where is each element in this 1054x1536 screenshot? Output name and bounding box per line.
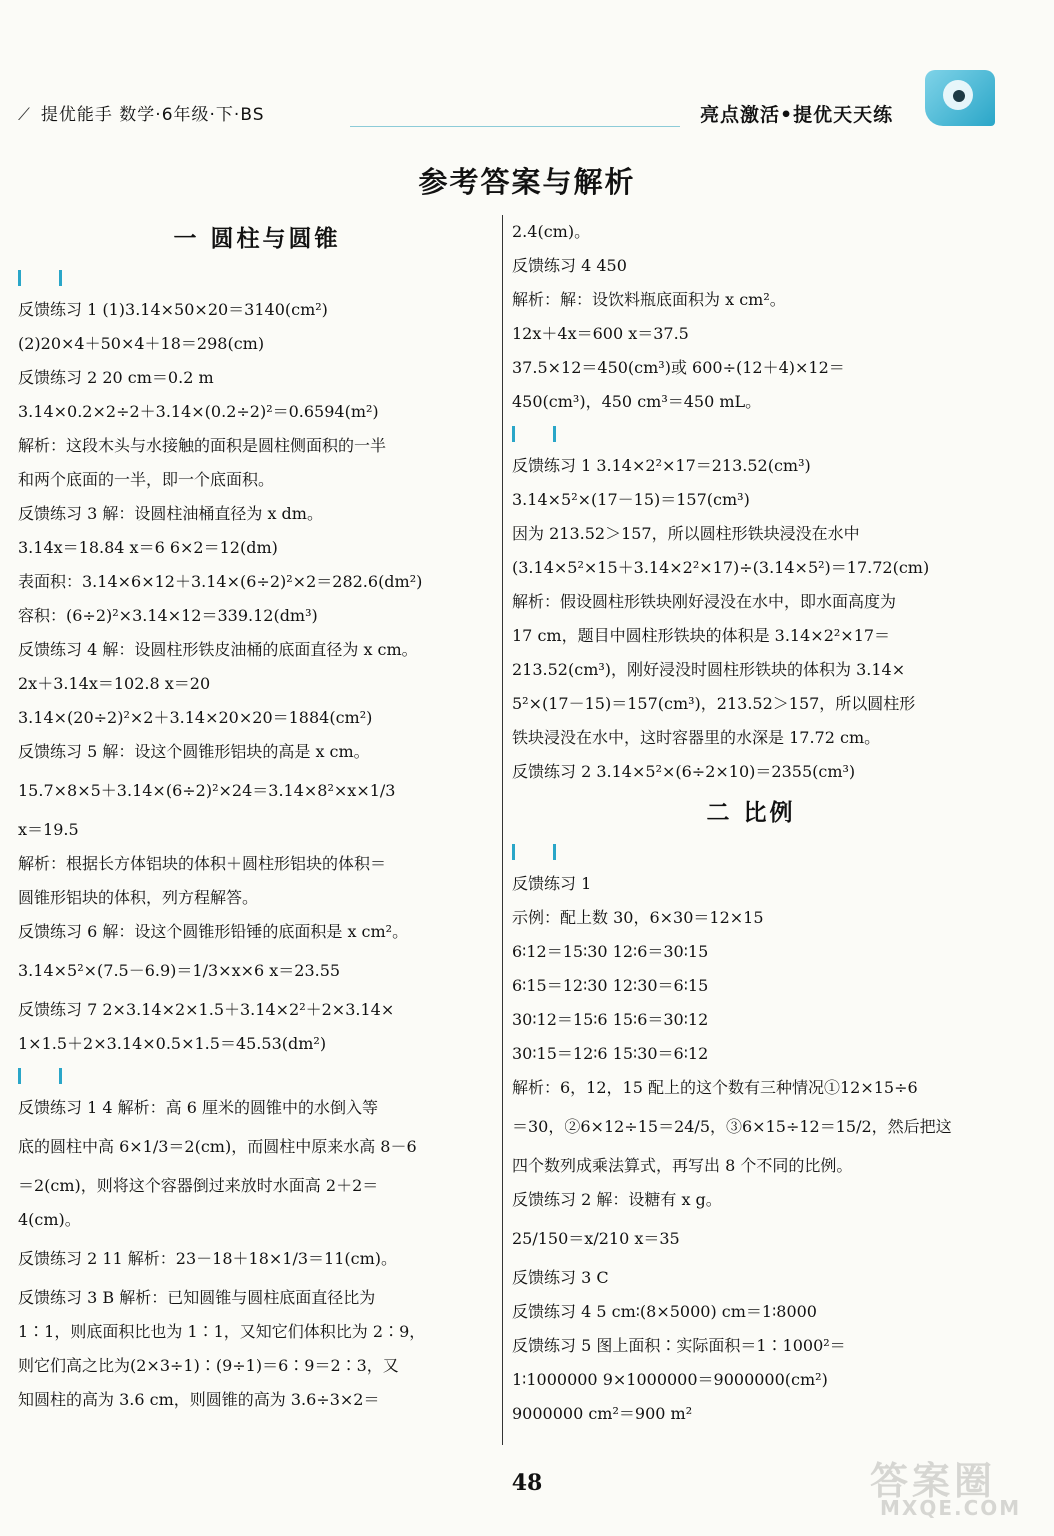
answer-line: 1∶1000000 9×1000000＝9000000(cm²) <box>512 1370 828 1389</box>
answer-line: 解析：假设圆柱形铁块刚好浸没在水中，即水面高度为 <box>512 592 897 611</box>
answer-line: ＝30，②6×12÷15＝24/5，③6×15÷12＝15/2，然后把这 <box>512 1117 952 1136</box>
answer-line: 450(cm³)，450 cm³＝450 mL。 <box>512 392 762 411</box>
answer-line: 17 cm，题目中圆柱形铁块的体积是 3.14×2²×17＝ <box>512 626 891 645</box>
answer-line: 解析：根据长方体铝块的体积＋圆柱形铝块的体积＝ <box>18 854 387 873</box>
answer-line: 铁块浸没在水中，这时容器里的水深是 17.72 cm。 <box>512 728 881 747</box>
section-tag <box>512 837 990 867</box>
header-rule <box>350 126 680 127</box>
left-column <box>18 215 496 1417</box>
answer-line: 解析：6，12，15 配上的这个数有三种情况①12×15÷6 <box>512 1078 918 1097</box>
book-title: ⟋ 提优能手 数学·6年级·下·BS <box>18 105 265 125</box>
answer-line: 213.52(cm³)，刚好浸没时圆柱形铁块的体积为 3.14× <box>512 660 906 679</box>
answer-line: 3.14x＝18.84 x＝6 6×2＝12(dm) <box>18 538 278 557</box>
watermark-logo: 答案圈 MXQE.COM <box>870 1459 1022 1520</box>
answer-line: 5²×(17－15)＝157(cm³)，213.52＞157，所以圆柱形 <box>512 694 916 713</box>
section-title-cylinder-cone: 一 圆柱与圆锥 <box>173 226 341 252</box>
answer-line: 12x＋4x＝600 x＝37.5 <box>512 324 689 343</box>
section-tag <box>512 419 990 449</box>
answer-line: 圆锥形铝块的体积，列方程解答。 <box>18 888 259 907</box>
answer-line: 因为 213.52＞157，所以圆柱形铁块浸没在水中 <box>512 524 860 543</box>
answer-line: 反馈练习 2 解：设糖有 x g。 <box>512 1190 722 1209</box>
answer-line: 反馈练习 3 解：设圆柱油桶直径为 x dm。 <box>18 504 323 523</box>
answer-line: ＝2(cm)，则将这个容器倒过来放时水面高 2＋2＝ <box>18 1176 379 1195</box>
answer-line: 反馈练习 7 2×3.14×2×1.5＋3.14×2²＋2×3.14× <box>18 1000 395 1019</box>
answer-line: 30∶12＝15∶6 15∶6＝30∶12 <box>512 1010 709 1029</box>
section-tag <box>18 263 496 293</box>
answer-line: 反馈练习 1 3.14×2²×17＝213.52(cm³) <box>512 456 811 475</box>
answer-line: 25/150＝x/210 x＝35 <box>512 1229 680 1248</box>
page-number: 48 <box>511 1470 543 1496</box>
answer-line: 表面积：3.14×6×12＋3.14×(6÷2)²×2＝282.6(dm²) <box>18 572 423 591</box>
answer-line: 反馈练习 3 B 解析：已知圆锥与圆柱底面直径比为 <box>18 1288 376 1307</box>
answer-line: 容积：(6÷2)²×3.14×12＝339.12(dm³) <box>18 606 318 625</box>
answer-line: 2x＋3.14x＝102.8 x＝20 <box>18 674 211 693</box>
answer-line: 15.7×8×5＋3.14×(6÷2)²×24＝3.14×8²×x×1/3 <box>18 781 396 800</box>
answer-line: 知圆柱的高为 3.6 cm，则圆锥的高为 3.6÷3×2＝ <box>18 1390 380 1409</box>
answer-line: 3.14×5²×(17－15)＝157(cm³) <box>512 490 750 509</box>
answer-line: 反馈练习 5 图上面积∶实际面积＝1∶1000²＝ <box>512 1336 846 1355</box>
mascot-icon <box>925 70 995 126</box>
answer-line: 30∶15＝12∶6 15∶30＝6∶12 <box>512 1044 709 1063</box>
answer-line: 9000000 cm²＝900 m² <box>512 1404 693 1423</box>
answer-line: 则它们高之比为(2×3÷1)∶(9÷1)＝6∶9＝2∶3，又 <box>18 1356 399 1375</box>
answer-line: 反馈练习 1 (1)3.14×50×20＝3140(cm²) <box>18 300 328 319</box>
answer-line: 反馈练习 4 解：设圆柱形铁皮油桶的底面直径为 x cm。 <box>18 640 418 659</box>
answer-line: 6∶15＝12∶30 12∶30＝6∶15 <box>512 976 709 995</box>
answer-line: 四个数列成乘法算式，再写出 8 个不同的比例。 <box>512 1156 853 1175</box>
series-title: 亮点激活•提优天天练 <box>700 104 894 126</box>
answer-line: 底的圆柱中高 6×1/3＝2(cm)，而圆柱中原来水高 8－6 <box>18 1137 417 1156</box>
answer-line: 解析：这段木头与水接触的面积是圆柱侧面积的一半 <box>18 436 387 455</box>
answer-line: 反馈练习 6 解：设这个圆锥形铅锤的底面积是 x cm²。 <box>18 922 409 941</box>
answer-line: 3.14×0.2×2÷2＋3.14×(0.2÷2)²＝0.6594(m²) <box>18 402 379 421</box>
section-title-ratio: 二 比例 <box>706 800 796 826</box>
answer-line: 和两个底面的一半，即一个底面积。 <box>18 470 275 489</box>
answer-line: 反馈练习 3 C <box>512 1268 609 1287</box>
answer-line: 解析：解：设饮料瓶底面积为 x cm²。 <box>512 290 786 309</box>
answer-line: 反馈练习 1 <box>512 874 592 893</box>
answer-line: 2.4(cm)。 <box>512 222 591 241</box>
answer-line: 反馈练习 2 3.14×5²×(6÷2×10)＝2355(cm³) <box>512 762 856 781</box>
answer-line: 反馈练习 5 解：设这个圆锥形铝块的高是 x cm。 <box>18 742 370 761</box>
answer-line: 1∶1，则底面积比也为 1∶1，又知它们体积比为 2∶9， <box>18 1322 426 1341</box>
answer-line: 反馈练习 2 11 解析：23－18＋18×1/3＝11(cm)。 <box>18 1249 398 1268</box>
answer-line: 4(cm)。 <box>18 1210 81 1229</box>
answer-line: 反馈练习 2 20 cm＝0.2 m <box>18 368 214 387</box>
page-title: 参考答案与解析 <box>418 165 636 199</box>
answer-line: 反馈练习 4 450 <box>512 256 627 275</box>
answer-line: 3.14×5²×(7.5－6.9)＝1/3×x×6 x＝23.55 <box>18 961 341 980</box>
answer-line: x＝19.5 <box>18 820 79 839</box>
page-header <box>0 88 1054 138</box>
answer-line: (2)20×4＋50×4＋18＝298(cm) <box>18 334 265 353</box>
answer-line: 示例：配上数 30，6×30＝12×15 <box>512 908 764 927</box>
answer-line: 反馈练习 4 5 cm∶(8×5000) cm＝1∶8000 <box>512 1302 817 1321</box>
answer-line: 37.5×12＝450(cm³)或 600÷(12＋4)×12＝ <box>512 358 845 377</box>
answer-line: 6∶12＝15∶30 12∶6＝30∶15 <box>512 942 709 961</box>
answer-line: 3.14×(20÷2)²×2＋3.14×20×20＝1884(cm²) <box>18 708 373 727</box>
answer-line: 1×1.5＋2×3.14×0.5×1.5＝45.53(dm²) <box>18 1034 327 1053</box>
answer-line: (3.14×5²×15＋3.14×2²×17)÷(3.14×5²)＝17.72(cm) <box>512 558 930 577</box>
section-tag <box>18 1061 496 1091</box>
pen-icon: ⟋ <box>18 105 31 125</box>
answer-line: 反馈练习 1 4 解析：高 6 厘米的圆锥中的水倒入等 <box>18 1098 378 1117</box>
column-divider <box>502 215 503 1445</box>
right-column <box>512 215 990 1431</box>
